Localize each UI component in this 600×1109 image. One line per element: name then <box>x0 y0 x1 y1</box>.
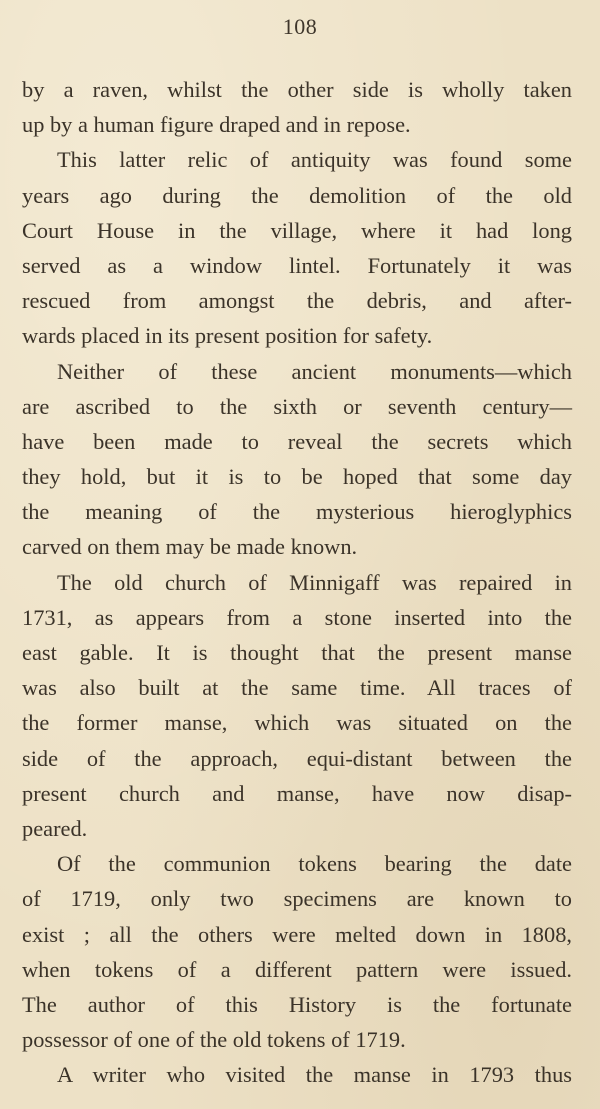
text-line: present church and manse, have now disap- <box>22 780 572 806</box>
text-line: rescued from amongst the debris, and after- <box>22 288 572 314</box>
text-line: Neither of these ancient monuments—which <box>57 358 572 384</box>
text-line: A writer who visited the manse in 1793 thus <box>57 1062 572 1088</box>
text-line: years ago during the demolition of the old <box>22 182 572 208</box>
text-line: of 1719, only two specimens are known to <box>22 886 572 912</box>
text-line: The author of this History is the fortunate <box>22 991 572 1017</box>
text-line: 1731, as appears from a stone inserted into the <box>22 604 572 630</box>
text-line: they hold, but it is to be hoped that some day <box>22 464 572 490</box>
text-line: are ascribed to the sixth or seventh century— <box>22 393 572 419</box>
text-line: wards placed in its present position for safety. <box>22 323 433 349</box>
body-text <box>22 72 572 1092</box>
text-line: the former manse, which was situated on the <box>22 710 572 736</box>
text-line: have been made to reveal the secrets which <box>22 428 572 454</box>
text-line: the meaning of the mysterious hieroglyphics <box>22 499 572 525</box>
text-line: peared. <box>22 815 88 841</box>
text-line: possessor of one of the old tokens of 1719. <box>22 1027 406 1053</box>
text-line: up by a human figure draped and in repose. <box>22 112 411 138</box>
text-line: This latter relic of antiquity was found some <box>57 147 572 173</box>
text-line: when tokens of a different pattern were issued. <box>22 956 572 982</box>
text-line: east gable. It is thought that the present manse <box>22 640 572 665</box>
text-line: exist ; all the others were melted down in 1808, <box>22 921 572 947</box>
text-line: The old church of Minnigaff was repaired in <box>57 569 572 595</box>
text-line: Of the communion tokens bearing the date <box>57 851 572 877</box>
text-line: Court House in the village, where it had long <box>22 217 572 243</box>
text-line: by a raven, whilst the other side is wholly taken <box>22 77 572 102</box>
text-line: was also built at the same time. All traces of <box>22 675 572 701</box>
text-line: side of the approach, equi-distant between the <box>22 745 572 771</box>
page-number: 108 <box>282 14 318 39</box>
text-line: served as a window lintel. Fortunately it was <box>22 252 572 278</box>
text-line: carved on them may be made known. <box>22 534 358 560</box>
